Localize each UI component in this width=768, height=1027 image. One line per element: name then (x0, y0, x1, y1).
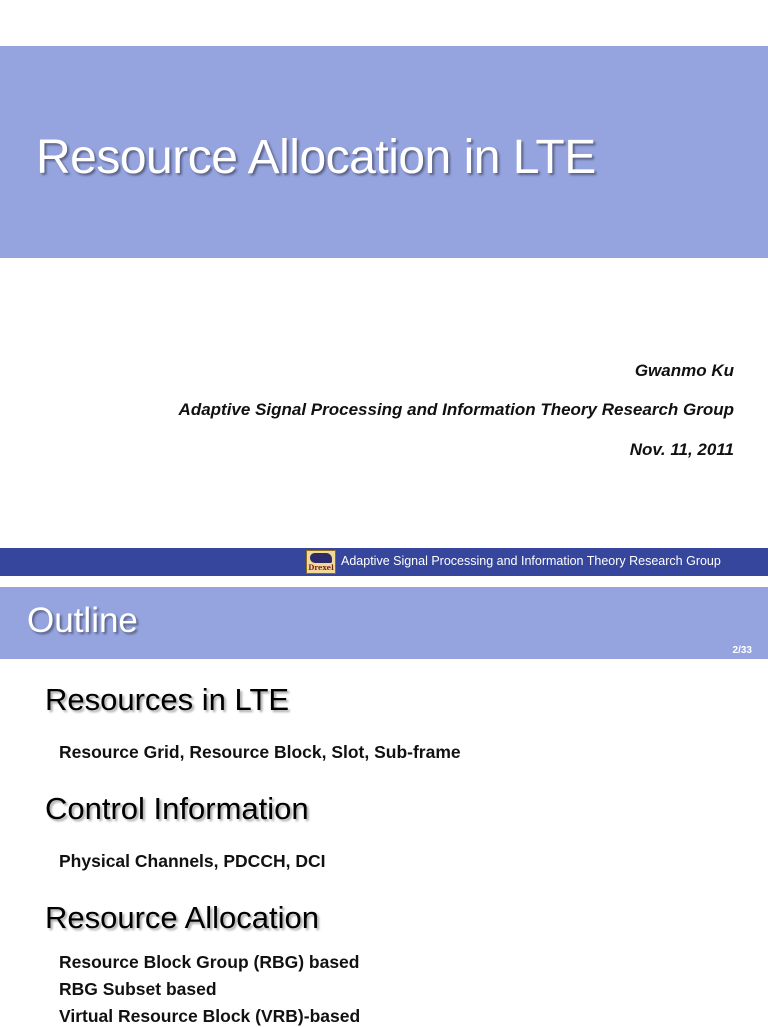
dragon-mark (310, 553, 332, 563)
footer-group-name: Adaptive Signal Processing and Information Theory Research Group (341, 554, 721, 568)
logo-text: Drexel (308, 563, 334, 572)
section-item: Physical Channels, PDCCH, DCI (59, 851, 326, 871)
outline-title: Outline (27, 601, 138, 640)
slide-title: Resource Allocation in LTE (36, 131, 596, 184)
section-item: RBG Subset based (59, 979, 217, 999)
research-group-name: Adaptive Signal Processing and Information Theory Research Group (178, 400, 734, 419)
drexel-logo-icon (306, 550, 336, 574)
section-heading-resources: Resources in LTE (45, 682, 290, 717)
section-item: Resource Grid, Resource Block, Slot, Sub-frame (59, 742, 461, 762)
section-heading-allocation: Resource Allocation (45, 900, 319, 935)
author-name: Gwanmo Ku (634, 361, 734, 380)
section-item: Virtual Resource Block (VRB)-based (59, 1006, 361, 1026)
presentation-date: Nov. 11, 2011 (629, 440, 734, 459)
page-number: 2/33 (732, 645, 752, 656)
section-heading-control: Control Information (45, 791, 309, 826)
section-item: Resource Block Group (RBG) based (59, 952, 360, 972)
